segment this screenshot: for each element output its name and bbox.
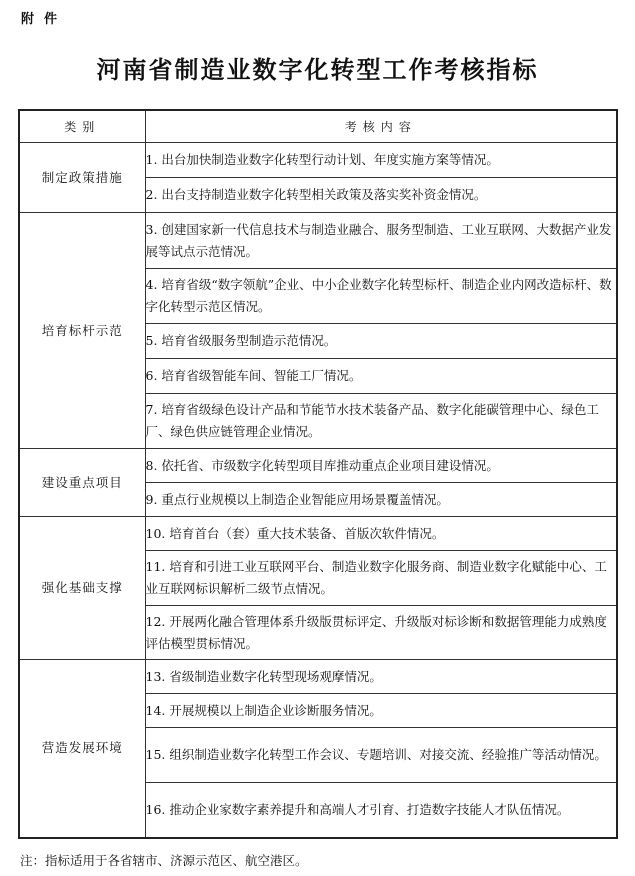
indicator-cell: 3. 创建国家新一代信息技术与制造业融合、服务型制造、工业互联网、大数据产业发展等试点示范情况。 <box>145 213 617 269</box>
table-row <box>19 517 617 551</box>
indicator-cell: 10. 培育首台（套）重大技术装备、首版次软件情况。 <box>145 517 617 551</box>
footnote: 注：指标适用于各省辖市、济源示范区、航空港区。 <box>20 853 308 868</box>
indicator-cell: 1. 出台加快制造业数字化转型行动计划、年度实施方案等情况。 <box>145 143 617 178</box>
table-row <box>19 449 617 483</box>
indicator-cell: 5. 培育省级服务型制造示范情况。 <box>145 324 617 359</box>
category-cell: 制定政策措施 <box>19 143 145 213</box>
header-content: 考核内容 <box>145 110 617 143</box>
category-cell: 建设重点项目 <box>19 449 145 517</box>
indicator-cell: 4. 培育省级“数字领航”企业、中小企业数字化转型标杆、制造企业内网改造标杆、数字化转型示范区情况。 <box>145 269 617 324</box>
table-row <box>19 660 617 694</box>
annex-label: 附件 <box>21 12 68 27</box>
indicator-cell: 8. 依托省、市级数字化转型项目库推动重点企业项目建设情况。 <box>145 449 617 483</box>
indicator-cell: 15. 组织制造业数字化转型工作会议、专题培训、对接交流、经验推广等活动情况。 <box>145 728 617 783</box>
assessment-table <box>18 109 618 839</box>
category-cell: 培育标杆示范 <box>19 213 145 449</box>
indicator-cell: 2. 出台支持制造业数字化转型相关政策及落实奖补资金情况。 <box>145 178 617 213</box>
category-cell: 强化基础支撑 <box>19 517 145 660</box>
indicator-cell: 16. 推动企业家数字素养提升和高端人才引育、打造数字技能人才队伍情况。 <box>145 783 617 838</box>
table-header-row <box>19 110 617 143</box>
indicator-cell: 11. 培育和引进工业互联网平台、制造业数字化服务商、制造业数字化赋能中心、工业互联网标识解析二级节点情况。 <box>145 551 617 606</box>
indicator-cell: 12. 开展两化融合管理体系升级版贯标评定、升级版对标诊断和数据管理能力成熟度评估模型贯标情况。 <box>145 606 617 660</box>
table-row <box>19 213 617 269</box>
indicator-cell: 6. 培育省级智能车间、智能工厂情况。 <box>145 359 617 394</box>
document-title: 河南省制造业数字化转型工作考核指标 <box>96 55 539 84</box>
table-row <box>19 143 617 178</box>
indicator-cell: 14. 开展规模以上制造企业诊断服务情况。 <box>145 694 617 728</box>
header-category: 类别 <box>19 110 145 143</box>
indicator-cell: 9. 重点行业规模以上制造企业智能应用场景覆盖情况。 <box>145 483 617 517</box>
indicator-cell: 13. 省级制造业数字化转型现场观摩情况。 <box>145 660 617 694</box>
category-cell: 营造发展环境 <box>19 660 145 838</box>
indicator-cell: 7. 培育省级绿色设计产品和节能节水技术装备产品、数字化能碳管理中心、绿色工厂、绿色供应链管理企业情况。 <box>145 394 617 449</box>
